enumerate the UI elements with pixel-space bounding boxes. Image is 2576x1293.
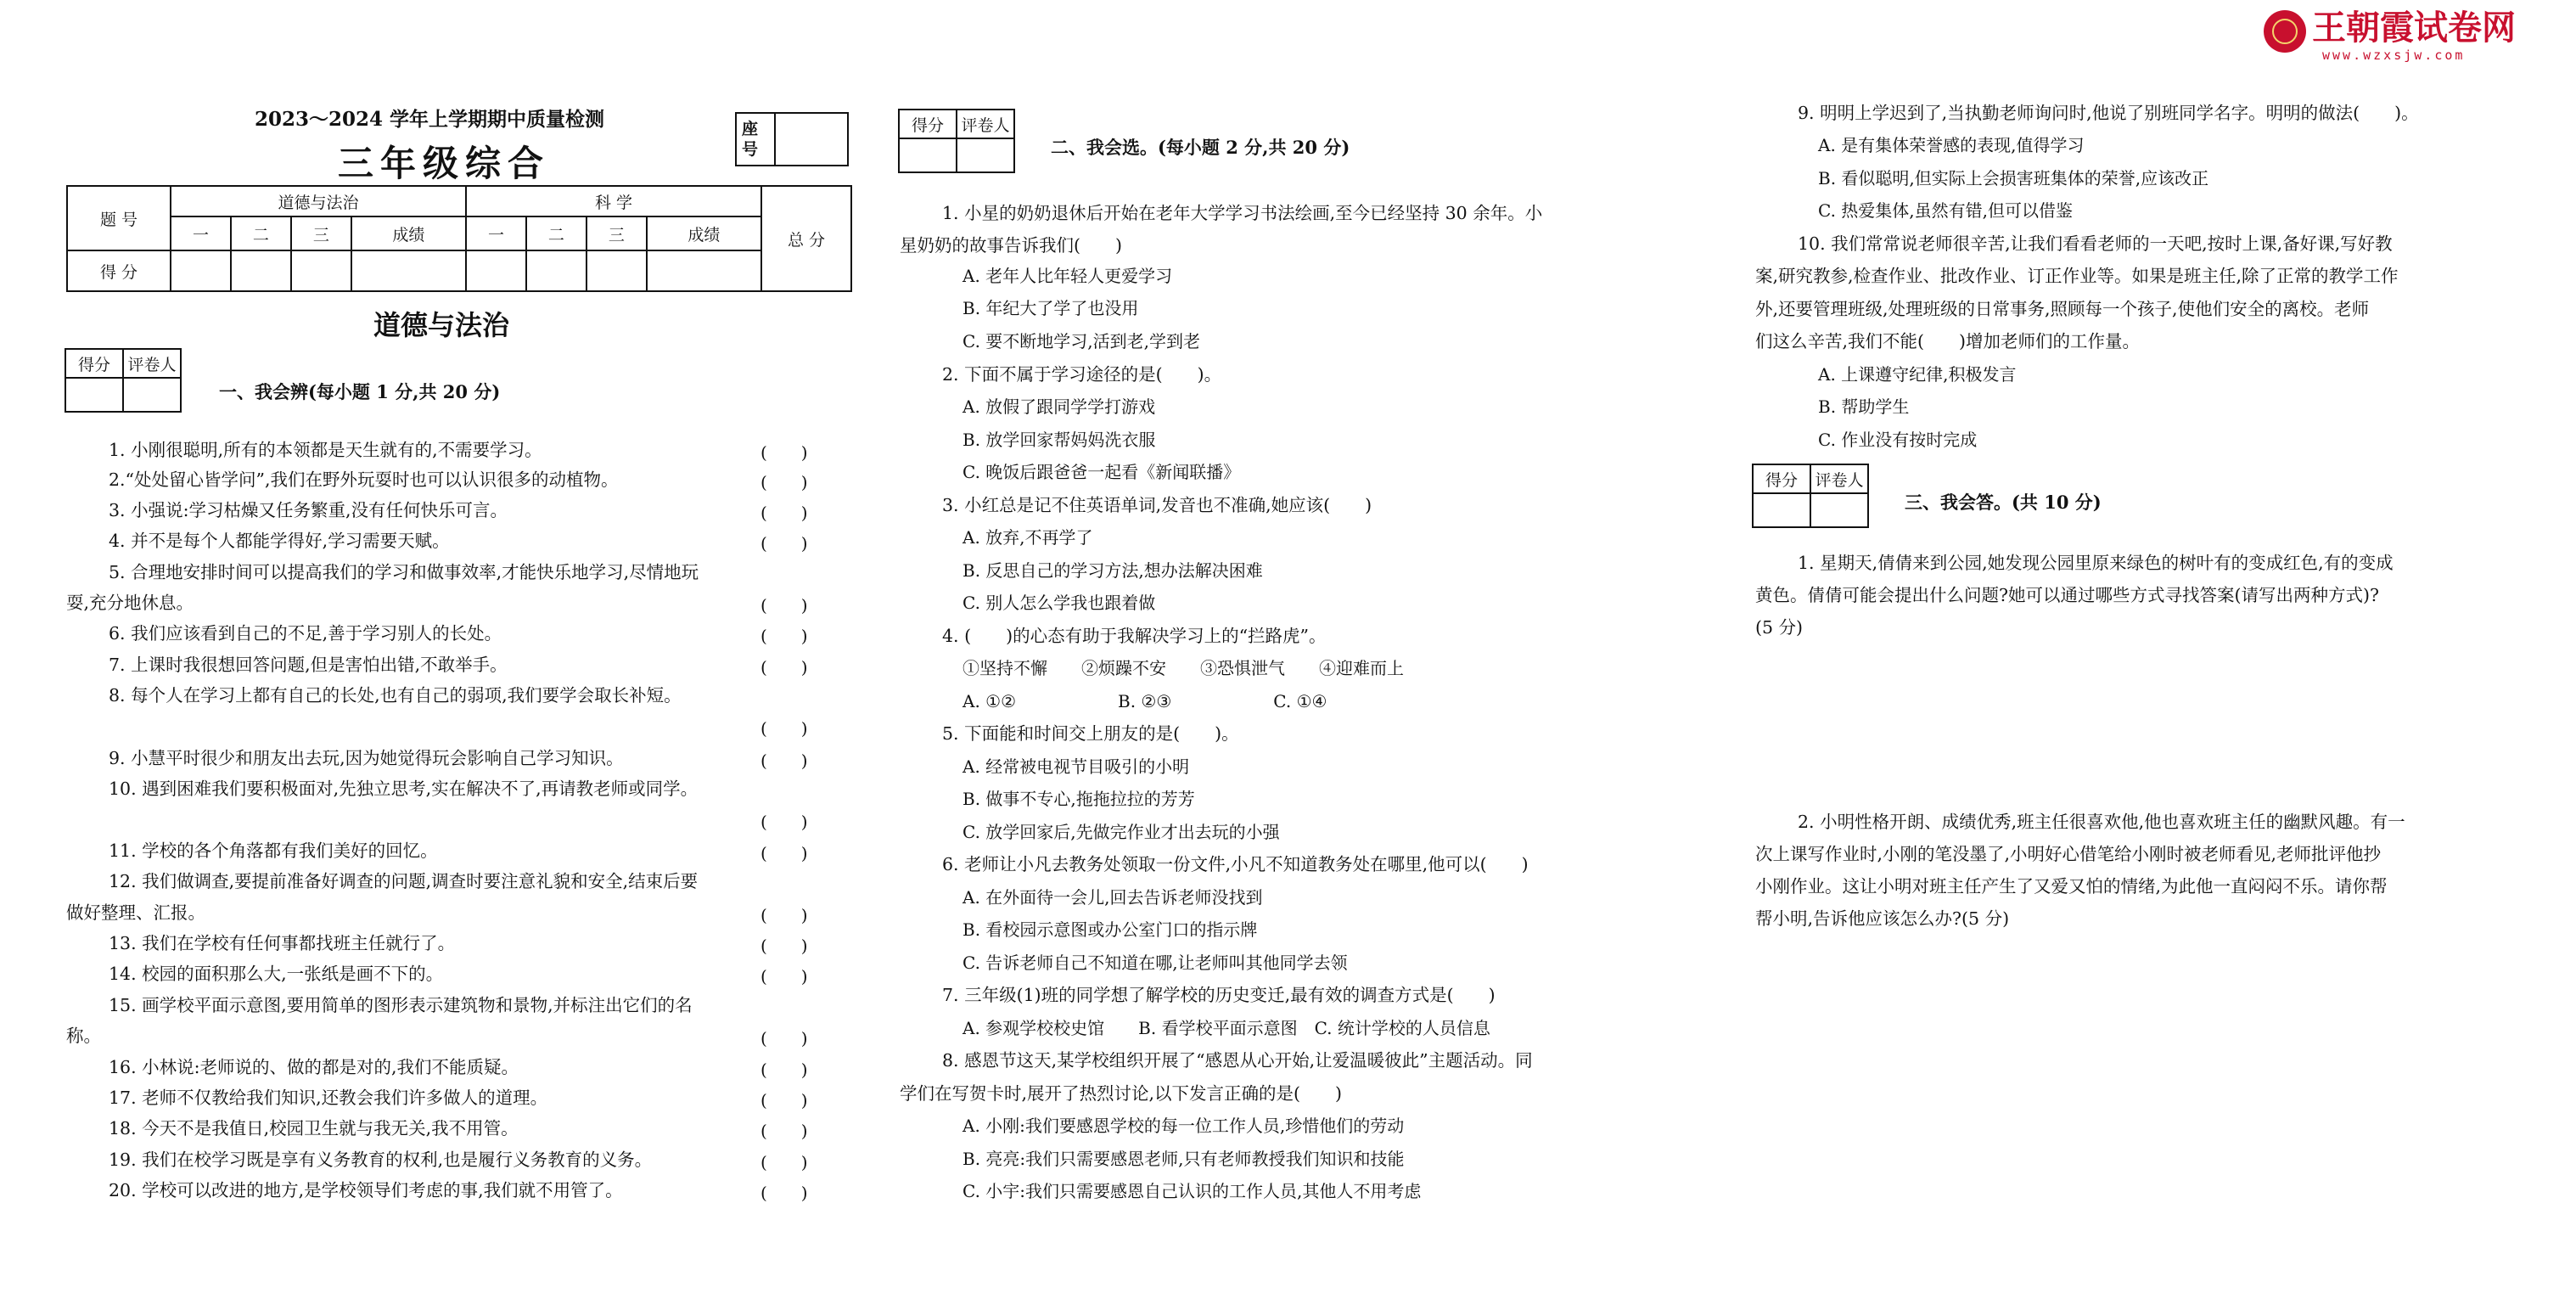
answer-blank[interactable]: ( ): [760, 533, 808, 554]
question-line: 1. 小星的奶奶退休后开始在老年大学学习书法绘画,至今已经坚持 30 余年。小: [942, 203, 1543, 223]
defen-label: 得分: [1753, 464, 1810, 493]
answer-blank[interactable]: ( ): [760, 843, 808, 863]
option[interactable]: A. 上课遵守纪律,积极发言: [1818, 364, 2017, 385]
option[interactable]: C. 别人怎么学我也跟着做: [962, 593, 1156, 613]
option[interactable]: B. 看似聪明,但实际上会损害班集体的荣誉,应该改正: [1818, 168, 2209, 188]
option[interactable]: B. 年纪大了学了也没用: [962, 298, 1139, 318]
question-line: 4. ( )的心态有助于我解决学习上的“拦路虎”。: [942, 626, 1327, 646]
answer-blank[interactable]: ( ): [760, 657, 808, 677]
score-box-part2: [898, 109, 1015, 173]
answer-blank[interactable]: ( ): [760, 442, 808, 463]
list-item: 4. 并不是每个人都能学得好,学习需要天赋。: [109, 531, 450, 551]
option[interactable]: A. 是有集体荣誉感的表现,值得学习: [1818, 135, 2085, 155]
col-head: 成绩: [647, 216, 761, 250]
question-line: 6. 老师让小凡去教务处领取一份文件,小凡不知道教务处在哪里,他可以( ): [942, 854, 1529, 874]
option[interactable]: B. 亮亮:我们只需要感恩老师,只有老师教授我们知识和技能: [962, 1149, 1405, 1169]
row-label-tihao: 题 号: [67, 186, 171, 250]
option[interactable]: C. 热爱集体,虽然有错,但可以借鉴: [1818, 200, 2074, 221]
question-line: 2. 小明性格开朗、成绩优秀,班主任很喜欢他,他也喜欢班主任的幽默风趣。有一: [1798, 812, 2405, 832]
option[interactable]: B. 反思自己的学习方法,想办法解决困难: [962, 560, 1263, 581]
grader-cell[interactable]: [957, 138, 1014, 172]
section-title: 道德与法治: [373, 309, 510, 341]
pingjuanren-label: 评卷人: [1810, 464, 1868, 493]
question-line: 10. 我们常常说老师很辛苦,让我们看看老师的一天吧,按时上课,备好课,写好教: [1798, 233, 2393, 254]
option[interactable]: A. 小刚:我们要感恩学校的每一位工作人员,珍惜他们的劳动: [962, 1116, 1405, 1136]
list-item: 2.“处处留心皆学问”,我们在野外玩耍时也可以认识很多的动植物。: [109, 469, 619, 490]
seat-number-box: [735, 112, 849, 166]
question-line: 9. 明明上学迟到了,当执勤老师询问时,他说了别班同学名字。明明的做法( )。: [1798, 103, 2419, 123]
option: ①坚持不懈 ②烦躁不安 ③恐惧泄气 ④迎难而上: [962, 658, 1404, 678]
question-line: 黄色。倩倩可能会提出什么问题?她可以通过哪些方式寻找答案(请写出两种方式)?: [1755, 585, 2379, 605]
question-line: 小刚作业。这让小明对班主任产生了又爱又怕的情绪,为此他一直闷闷不乐。请你帮: [1755, 876, 2388, 897]
answer-blank[interactable]: ( ): [760, 626, 808, 646]
pingjuanren-label: 评卷人: [123, 349, 181, 378]
option[interactable]: A. 放假了跟同学学打游戏: [962, 396, 1156, 417]
question-line: (5 分): [1755, 617, 1804, 638]
list-item: 5. 合理地安排时间可以提高我们的学习和做事效率,才能快乐地学习,尽情地玩: [109, 562, 699, 582]
option[interactable]: C. 告诉老师自己不知道在哪,让老师叫其他同学去领: [962, 953, 1348, 973]
answer-blank[interactable]: ( ): [760, 1090, 808, 1110]
col-head: 二: [231, 216, 291, 250]
col-head: 三: [291, 216, 351, 250]
brand-name: 王朝霞试卷网: [2312, 8, 2516, 48]
score-cell[interactable]: [65, 378, 123, 412]
option[interactable]: A. ①② B. ②③ C. ①④: [962, 691, 1327, 711]
pingjuanren-label: 评卷人: [957, 110, 1014, 138]
question-line: 3. 小红总是记不住英语单词,发音也不准确,她应该( ): [942, 495, 1372, 515]
answer-blank[interactable]: ( ): [760, 966, 808, 987]
list-item: 8. 每个人在学习上都有自己的长处,也有自己的弱项,我们要学会取长补短。: [109, 685, 682, 706]
group-kexue: 科 学: [466, 186, 761, 216]
list-item: 称。: [66, 1026, 101, 1046]
list-item: 3. 小强说:学习枯燥又任务繁重,没有任何快乐可言。: [109, 500, 508, 520]
answer-blank[interactable]: ( ): [760, 503, 808, 523]
part3-title: 三、我会答。(共 10 分): [1905, 492, 2102, 513]
grader-cell[interactable]: [123, 378, 181, 412]
option[interactable]: A. 在外面待一会儿,回去告诉老师没找到: [962, 887, 1263, 908]
score-cell[interactable]: [647, 250, 761, 291]
answer-blank[interactable]: ( ): [760, 718, 808, 739]
question-line: 7. 三年级(1)班的同学想了解学校的历史变迁,最有效的调查方式是( ): [942, 985, 1496, 1005]
list-item: 14. 校园的面积那么大,一张纸是画不下的。: [109, 964, 444, 984]
option[interactable]: B. 帮助学生: [1818, 396, 1910, 417]
score-cell[interactable]: [526, 250, 586, 291]
list-item: 19. 我们在校学习既是享有义务教育的权利,也是履行义务教育的义务。: [109, 1150, 653, 1170]
option[interactable]: B. 看校园示意图或办公室门口的指示牌: [962, 919, 1258, 940]
score-cell[interactable]: [171, 250, 231, 291]
answer-blank[interactable]: ( ): [760, 1121, 808, 1141]
list-item: 7. 上课时我很想回答问题,但是害怕出错,不敢举手。: [109, 655, 508, 675]
list-item: 15. 画学校平面示意图,要用简单的图形表示建筑物和景物,并标注出它们的名: [109, 995, 693, 1015]
option[interactable]: A. 经常被电视节目吸引的小明: [962, 756, 1190, 777]
option[interactable]: C. 作业没有按时完成: [1818, 430, 1978, 450]
col-head: 二: [526, 216, 586, 250]
answer-area-q2[interactable]: [1755, 942, 2502, 1197]
answer-blank[interactable]: ( ): [760, 1152, 808, 1172]
score-cell[interactable]: [1753, 493, 1810, 527]
list-item: 13. 我们在学校有任何事都找班主任就行了。: [109, 933, 456, 953]
list-item: 9. 小慧平时很少和朋友出去玩,因为她觉得玩会影响自己学习知识。: [109, 748, 624, 768]
answer-blank[interactable]: ( ): [760, 905, 808, 925]
question-line: 们这么辛苦,我们不能( )增加老师们的工作量。: [1755, 331, 2141, 351]
option[interactable]: B. 放学回家帮妈妈洗衣服: [962, 430, 1156, 450]
question-line: 星奶奶的故事告诉我们( ): [900, 235, 1122, 256]
answer-blank[interactable]: ( ): [760, 936, 808, 956]
col-head: 成绩: [351, 216, 466, 250]
list-item: 20. 学校可以改进的地方,是学校领导们考虑的事,我们就不用管了。: [109, 1180, 623, 1200]
answer-blank[interactable]: ( ): [760, 595, 808, 616]
score-cell[interactable]: [899, 138, 957, 172]
seat-label: 座号: [742, 120, 759, 159]
answer-blank[interactable]: ( ): [760, 1060, 808, 1080]
col-head: 一: [171, 216, 231, 250]
answer-blank[interactable]: ( ): [760, 472, 808, 492]
question-line: 案,研究教参,检查作业、批改作业、订正作业等。如果是班主任,除了正常的教学工作: [1755, 266, 2399, 286]
option[interactable]: B. 做事不专心,拖拖拉拉的芳芳: [962, 789, 1195, 809]
part2-title: 二、我会选。(每小题 2 分,共 20 分): [1051, 137, 1350, 158]
list-item: 耍,充分地休息。: [66, 593, 194, 613]
question-line: 8. 感恩节这天,某学校组织开展了“感恩从心开始,让爱温暖彼此”主题活动。同: [942, 1050, 1533, 1071]
question-line: 帮小明,告诉他应该怎么办?(5 分): [1755, 908, 2010, 929]
brand-logo-icon: [2264, 10, 2306, 53]
option[interactable]: C. 放学回家后,先做完作业才出去玩的小强: [962, 822, 1280, 842]
defen-label: 得分: [899, 110, 957, 138]
col-head: 三: [586, 216, 647, 250]
option[interactable]: A. 老年人比年轻人更爱学习: [962, 266, 1173, 286]
defen-label: 得分: [65, 349, 123, 378]
exam-subject: 三年级综合: [338, 143, 551, 184]
score-box-part1: [65, 348, 182, 413]
score-box-part3: [1752, 464, 1869, 528]
answer-blank[interactable]: ( ): [760, 751, 808, 771]
list-item: 11. 学校的各个角落都有我们美好的回忆。: [109, 840, 438, 861]
list-item: 做好整理、汇报。: [66, 902, 205, 923]
question-line: 2. 下面不属于学习途径的是( )。: [942, 364, 1222, 385]
exam-title: 2023～2024 学年上学期期中质量检测: [255, 108, 605, 131]
brand-url: www.wzxsjw.com: [2322, 48, 2466, 63]
option[interactable]: C. 要不断地学习,活到老,学到老: [962, 331, 1201, 351]
score-cell[interactable]: [586, 250, 647, 291]
score-cell[interactable]: [291, 250, 351, 291]
answer-blank[interactable]: ( ): [760, 1183, 808, 1203]
score-table: [66, 185, 852, 292]
list-item: 10. 遇到困难我们要积极面对,先独立思考,实在解决不了,再请教老师或同学。: [109, 779, 699, 799]
question-line: 学们在写贺卡时,展开了热烈讨论,以下发言正确的是( ): [900, 1083, 1343, 1104]
option[interactable]: C. 小宇:我们只需要感恩自己认识的工作人员,其他人不用考虑: [962, 1181, 1422, 1201]
total-label: 总 分: [761, 186, 851, 291]
group-daode: 道德与法治: [171, 186, 466, 216]
score-cell[interactable]: [231, 250, 291, 291]
col-head: 一: [466, 216, 526, 250]
question-line: 外,还要管理班级,处理班级的日常事务,照顾每一个孩子,使他们安全的离校。老师: [1755, 299, 2370, 319]
list-item: 12. 我们做调查,要提前准备好调查的问题,调查时要注意礼貌和安全,结束后要: [109, 871, 699, 891]
list-item: 16. 小林说:老师说的、做的都是对的,我们不能质疑。: [109, 1057, 519, 1077]
list-item: 18. 今天不是我值日,校园卫生就与我无关,我不用管。: [109, 1118, 519, 1138]
list-item: 17. 老师不仅教给我们知识,还教会我们许多做人的道理。: [109, 1088, 548, 1108]
question-line: 1. 星期天,倩倩来到公园,她发现公园里原来绿色的树叶有的变成红色,有的变成: [1798, 553, 2394, 573]
row-label-defen: 得 分: [67, 250, 171, 291]
option[interactable]: A. 放弃,不再学了: [962, 527, 1093, 548]
part1-title: 一、我会辨(每小题 1 分,共 20 分): [219, 381, 501, 402]
question-line: 次上课写作业时,小刚的笔没墨了,小明好心借笔给小刚时被老师看见,老师批评他抄: [1755, 844, 2382, 864]
option[interactable]: C. 晚饭后跟爸爸一起看《新闻联播》: [962, 462, 1241, 482]
score-cell[interactable]: [351, 250, 466, 291]
list-item: 6. 我们应该看到自己的不足,善于学习别人的长处。: [109, 623, 502, 644]
answer-blank[interactable]: ( ): [760, 812, 808, 832]
question-line: 5. 下面能和时间交上朋友的是( )。: [942, 723, 1239, 744]
answer-area-q1[interactable]: [1755, 650, 2502, 803]
score-cell[interactable]: [466, 250, 526, 291]
list-item: 1. 小刚很聪明,所有的本领都是天生就有的,不需要学习。: [109, 440, 542, 460]
grader-cell[interactable]: [1810, 493, 1868, 527]
option[interactable]: A. 参观学校校史馆 B. 看学校平面示意图 C. 统计学校的人员信息: [962, 1018, 1490, 1038]
answer-blank[interactable]: ( ): [760, 1028, 808, 1048]
